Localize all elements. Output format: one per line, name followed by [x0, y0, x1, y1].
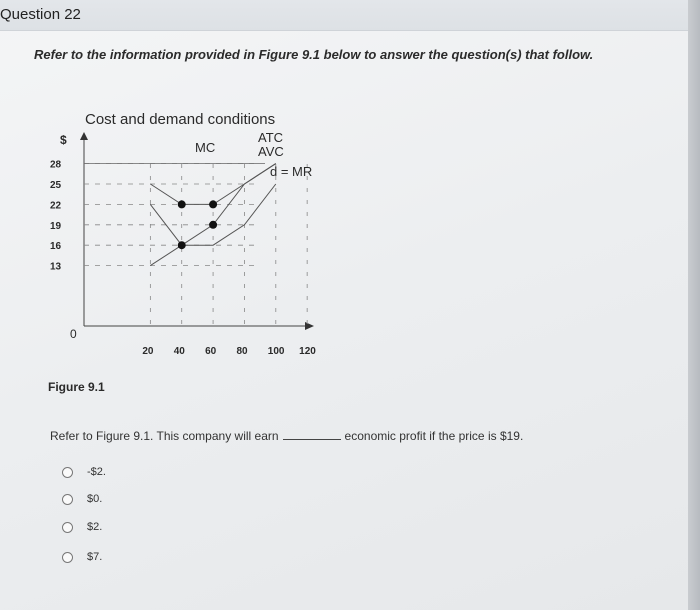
x-tick-label: 20	[142, 346, 154, 357]
radio-button[interactable]	[62, 467, 73, 478]
answer-option-1[interactable]	[62, 463, 106, 481]
data-point	[178, 200, 186, 208]
x-tick-label: 40	[173, 346, 185, 357]
question-text	[50, 429, 523, 443]
radio-button[interactable]	[62, 552, 73, 563]
figure-caption: Figure 9.1	[48, 380, 105, 394]
y-tick-label: 19	[50, 220, 62, 232]
y-tick-label: 22	[50, 200, 62, 212]
x-axis-arrow	[305, 322, 314, 330]
x-tick-label: 60	[205, 346, 217, 357]
x-tick-label: 120	[299, 346, 316, 357]
question-header	[0, 0, 688, 31]
answer-option-4[interactable]	[62, 548, 102, 566]
question-suffix: economic profit if the price is $19.	[344, 429, 524, 443]
avc-label: AVC	[258, 144, 284, 159]
chart-title: Cost and demand conditions	[85, 111, 276, 128]
question-prefix: Refer to Figure 9.1. This company will earn	[50, 429, 279, 443]
y-tick-label: 28	[50, 159, 62, 171]
data-point	[178, 241, 186, 249]
instructions-text: Refer to the information provided in Figure 9.1 below to answer the question(s) that follow.	[34, 47, 594, 62]
answer-blank	[283, 429, 341, 440]
y-tick-label: 16	[50, 241, 62, 253]
y-axis-label: $	[60, 133, 67, 147]
question-title: Question 22	[0, 6, 81, 23]
radio-button[interactable]	[62, 522, 73, 533]
y-tick-label: 13	[50, 261, 62, 273]
option-label: $7.	[87, 551, 103, 563]
atc-label: ATC	[258, 130, 284, 145]
curve-atc	[150, 164, 275, 205]
option-label: $2.	[87, 521, 103, 533]
option-label: -$2.	[87, 466, 106, 478]
demand-label: d = MR	[270, 164, 313, 179]
mc-label: MC	[195, 140, 216, 155]
option-label: $0.	[87, 493, 103, 505]
origin-label: 0	[70, 327, 77, 341]
answer-option-3[interactable]	[62, 518, 102, 536]
cost-demand-chart	[50, 104, 370, 364]
answer-option-2[interactable]	[62, 490, 102, 508]
x-tick-label: 100	[267, 346, 285, 357]
data-point	[209, 200, 217, 208]
radio-button[interactable]	[62, 494, 73, 505]
figure-chart	[50, 104, 370, 364]
y-axis-arrow	[80, 132, 88, 140]
window-edge	[688, 0, 700, 610]
x-tick-label: 80	[236, 346, 248, 357]
data-point	[209, 221, 217, 229]
y-tick-label: 25	[50, 180, 62, 191]
